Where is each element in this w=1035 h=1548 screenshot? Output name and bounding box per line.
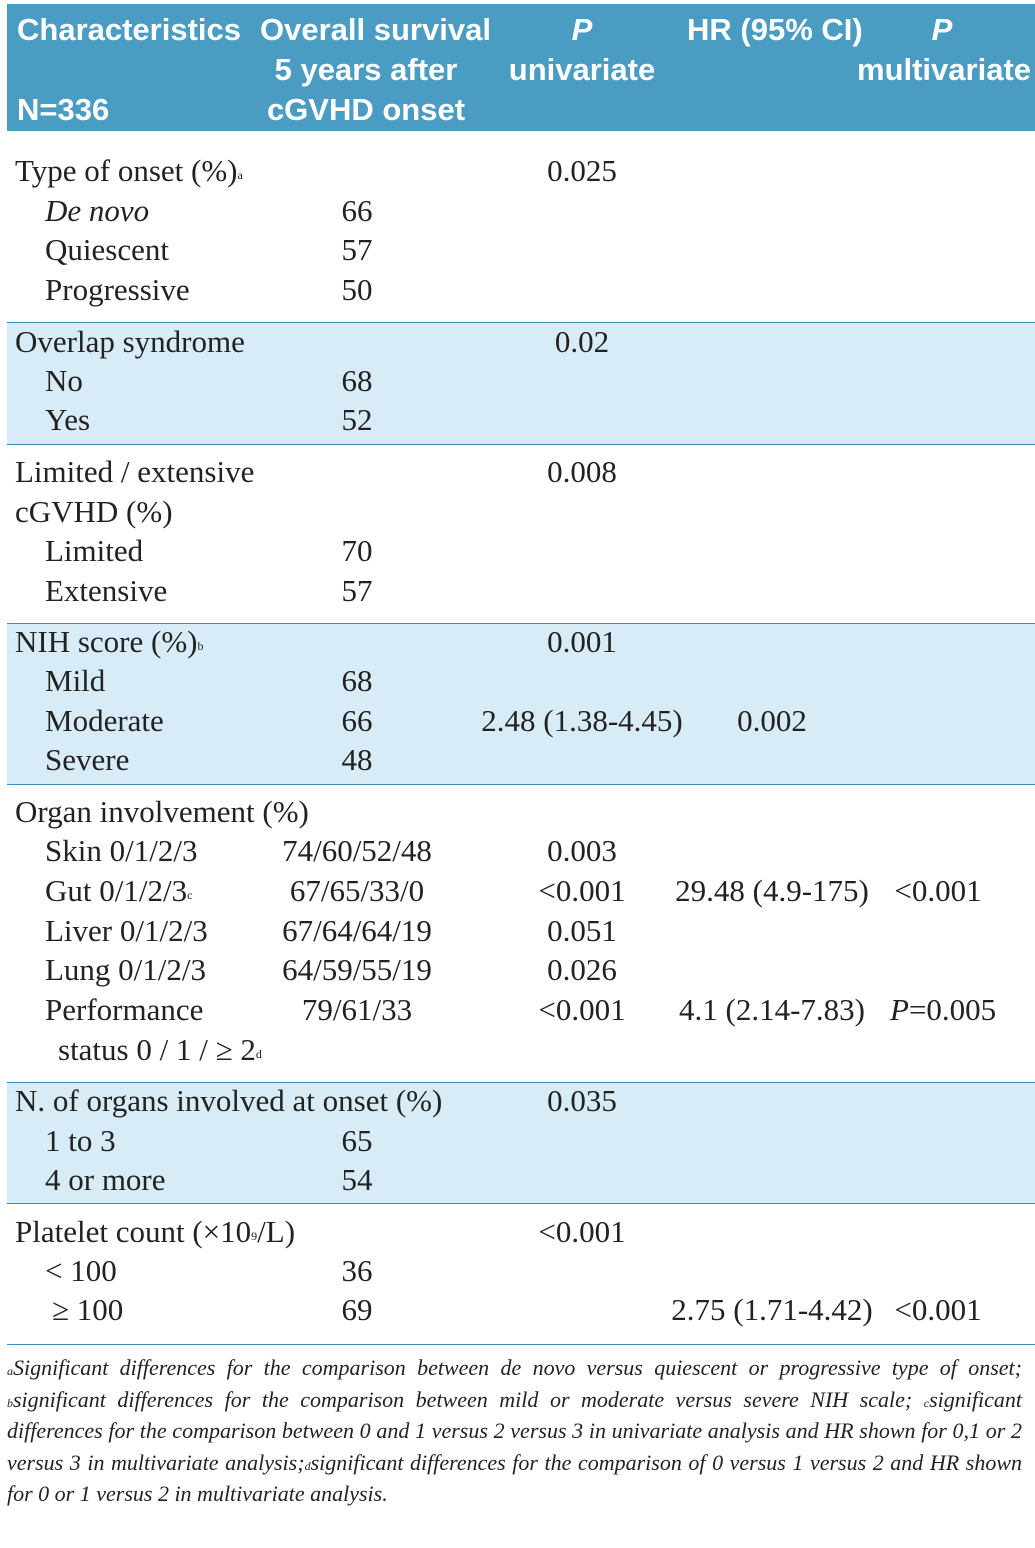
row-norgans-p-uni: 0.035: [547, 1083, 617, 1118]
table-footnote: $^a$Significant differences for the comparison between de novo versus quiescent or progressive type of onset; $^b$significant differences for the comparison between mild or moderate versus severe NIH scale; $^c$significant differences for the comparison between 0 and 1 versus 2 versus 3 in univariate analysis and HR shown for 0,1 or 2 versus 3 in multivariate analysis;$^d$significant differences for the comparison of 0 versus 1 versus 2 and HR shown for 0 or 1 versus 2 in multivariate analysis.: [7, 1355, 1022, 1507]
row-nih-p-uni: 0.001: [547, 624, 617, 659]
row-liver-label: Liver 0/1/2/3: [45, 913, 208, 948]
row-liver-os: 67/64/64/19: [282, 913, 432, 948]
row-platelet-p-uni: <0.001: [538, 1214, 626, 1249]
header-p-multi-label: multivariate: [857, 52, 1032, 87]
row-onset-label: Type of onset (%)$^a$: [15, 153, 243, 188]
row-moderate-col4: 0.002: [737, 703, 807, 738]
table-bottom-rule: [7, 1344, 1035, 1345]
row-performance-label2: status 0 / 1 / ≥ $2^d$: [58, 1032, 262, 1067]
row-performance-p-uni: <0.001: [538, 992, 626, 1027]
header-hr: HR (95% CI): [687, 12, 863, 47]
row-performance-hr: 4.1 (2.14-7.83): [679, 992, 865, 1027]
row-mild-label: Mild: [45, 663, 106, 698]
row-performance-p-multi: P=0.005: [890, 992, 997, 1027]
row-progressive-label: Progressive: [45, 272, 190, 307]
row-onset-p-uni: 0.025: [547, 153, 617, 188]
row-gut-p-uni: <0.001: [538, 873, 626, 908]
row-4more-label: 4 or more: [45, 1162, 166, 1197]
header-p-multi-p: P: [931, 12, 953, 47]
header-n: N=336: [17, 92, 110, 127]
row-severe-os: 48: [341, 742, 373, 777]
row-ge100-hr: 2.75 (1.71-4.42): [671, 1292, 873, 1327]
table-header: [7, 4, 1035, 131]
row-gut-os: 67/65/33/0: [289, 873, 425, 908]
row-1to3-os: 65: [341, 1123, 373, 1158]
row-organ-label: Organ involvement (%): [15, 794, 309, 829]
row-overlap-yes-label: Yes: [45, 402, 91, 437]
row-overlap-yes-os: 52: [341, 402, 373, 437]
row-limited-sub-os: 70: [341, 533, 373, 568]
row-skin-os: 74/60/52/48: [282, 833, 432, 868]
row-denovo-os: 66: [341, 193, 373, 228]
header-os-line2: 5 years after: [274, 52, 458, 87]
header-characteristics: Characteristics: [17, 12, 242, 47]
row-quiescent-label: Quiescent: [45, 232, 169, 267]
row-limited-label1: Limited / extensive: [15, 454, 255, 489]
row-quiescent-os: 57: [341, 232, 373, 267]
row-overlap-p-uni: 0.02: [554, 324, 610, 359]
row-gut-p-multi: <0.001: [894, 873, 982, 908]
row-mild-os: 68: [341, 663, 373, 698]
row-extensive-os: 57: [341, 573, 373, 608]
row-moderate-label: Moderate: [45, 703, 164, 738]
row-performance-label: Performance: [45, 992, 204, 1027]
row-4more-os: 54: [341, 1162, 373, 1197]
row-lung-os: 64/59/55/19: [282, 952, 432, 987]
row-moderate-col3: 2.48 (1.38-4.45): [481, 703, 683, 738]
row-denovo-label: De novo: [45, 193, 150, 228]
row-1to3-label: 1 to 3: [45, 1123, 116, 1158]
row-lt100-label: < 100: [45, 1253, 117, 1288]
row-overlap-label: Overlap syndrome: [15, 324, 245, 359]
row-platelet-label: Platelet count $(\times 10^9/L)$: [15, 1214, 296, 1249]
header-os-line3: cGVHD onset: [266, 92, 466, 127]
row-lt100-os: 36: [341, 1253, 373, 1288]
row-norgans-label: N. of organs involved at onset (%): [15, 1083, 443, 1118]
row-overlap-no-os: 68: [341, 363, 373, 398]
row-ge100-label: ≥ 100: [52, 1292, 124, 1327]
row-lung-p-uni: 0.026: [547, 952, 617, 987]
row-severe-label: Severe: [45, 742, 130, 777]
row-liver-p-uni: 0.051: [547, 913, 617, 948]
row-progressive-os: 50: [341, 272, 373, 307]
row-performance-os: 79/61/33: [301, 992, 413, 1027]
row-skin-label: Skin 0/1/2/3: [45, 833, 198, 868]
row-limited-p-uni: 0.008: [547, 454, 617, 489]
row-gut-hr: 29.48 (4.9-175): [675, 873, 869, 908]
header-p-uni-label: univariate: [508, 52, 656, 87]
header-os-line1: Overall survival: [260, 12, 491, 47]
header-p-uni-p: P: [571, 12, 593, 47]
row-limited-sub-label: Limited: [45, 533, 144, 568]
row-nih-label: NIH score (%)$^b$: [15, 624, 204, 659]
row-gut-label: Gut 0/1/2/3$^c$: [45, 873, 193, 908]
row-moderate-os: 66: [341, 703, 373, 738]
row-limited-label2: cGVHD (%): [15, 494, 173, 529]
row-ge100-os: 69: [341, 1292, 373, 1327]
row-lung-label: Lung 0/1/2/3: [45, 952, 207, 987]
row-overlap-no-label: No: [45, 363, 83, 398]
row-skin-p-uni: 0.003: [547, 833, 617, 868]
row-ge100-p-multi: <0.001: [894, 1292, 982, 1327]
row-extensive-label: Extensive: [45, 573, 168, 608]
